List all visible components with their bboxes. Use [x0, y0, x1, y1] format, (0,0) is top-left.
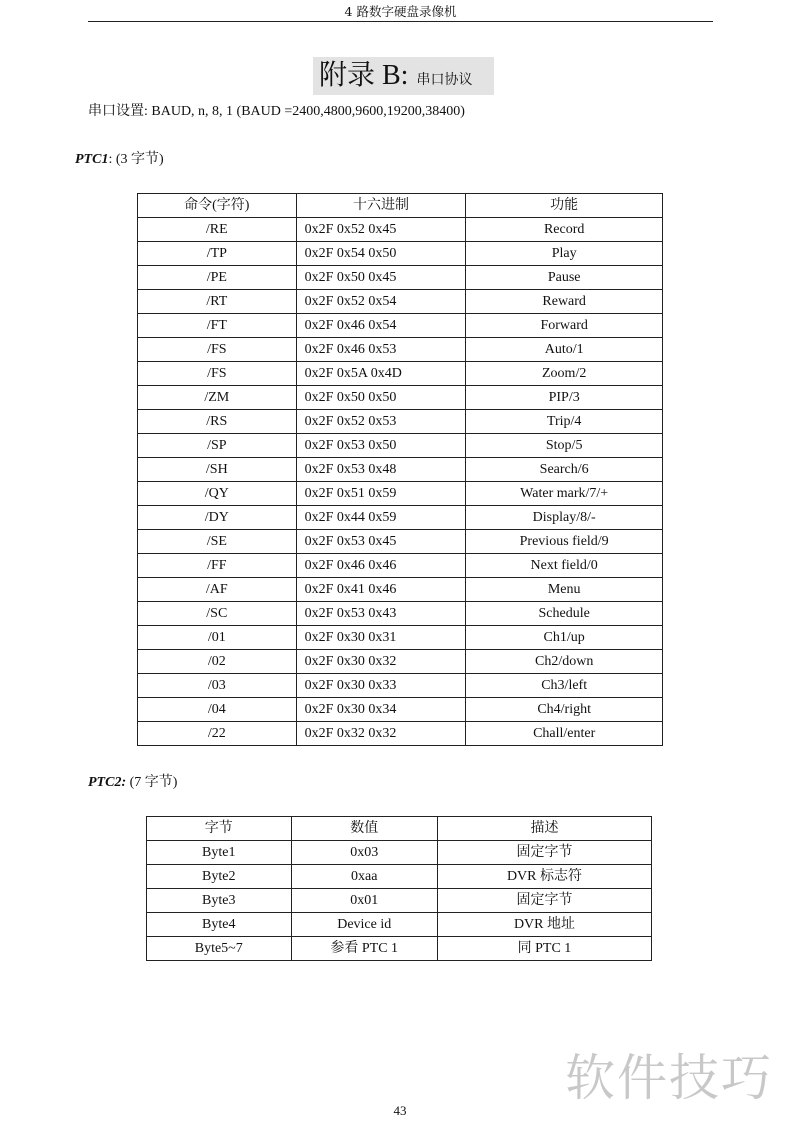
ptc2-table [146, 816, 652, 961]
ptc2-row [147, 841, 652, 865]
ptc1-cell: 0x2F 0x53 0x50 [296, 434, 466, 458]
ptc1-cell: /SC [138, 602, 297, 626]
ptc2-row [147, 889, 652, 913]
ptc1-cell: /QY [138, 482, 297, 506]
ptc1-cell: /SE [138, 530, 297, 554]
ptc1-cell: 0x2F 0x30 0x33 [296, 674, 466, 698]
ptc1-row [138, 290, 663, 314]
ptc1-cell: 0x2F 0x53 0x45 [296, 530, 466, 554]
ptc1-cell: 0x2F 0x51 0x59 [296, 482, 466, 506]
ptc1-row [138, 722, 663, 746]
ptc1-row [138, 626, 663, 650]
ptc2-cell: Byte4 [147, 913, 292, 937]
ptc1-row [138, 386, 663, 410]
ptc1-cell: Forward [466, 314, 663, 338]
ptc2-cell: Byte2 [147, 865, 292, 889]
ptc1-cell: Previous field/9 [466, 530, 663, 554]
ptc1-row [138, 314, 663, 338]
ptc1-col-function: 功能 [466, 194, 663, 218]
ptc1-cell: 0x2F 0x52 0x45 [296, 218, 466, 242]
ptc1-cell: Chall/enter [466, 722, 663, 746]
ptc1-row [138, 458, 663, 482]
ptc2-cell: 同 PTC 1 [437, 937, 651, 961]
ptc1-cell: 0x2F 0x30 0x34 [296, 698, 466, 722]
ptc2-row [147, 937, 652, 961]
appendix-title [313, 57, 494, 95]
ptc1-cell: 0x2F 0x54 0x50 [296, 242, 466, 266]
ptc1-suffix: : (3 字节) [108, 152, 164, 167]
ptc1-cell: 0x2F 0x44 0x59 [296, 506, 466, 530]
ptc1-cell: /RT [138, 290, 297, 314]
ptc1-row [138, 266, 663, 290]
ptc1-cell: 0x2F 0x30 0x31 [296, 626, 466, 650]
header-rule [88, 21, 713, 22]
ptc1-cell: 0x2F 0x30 0x32 [296, 650, 466, 674]
page-number: 43 [393, 1103, 407, 1118]
ptc1-cell: /SP [138, 434, 297, 458]
ptc2-label: PTC2: [88, 775, 127, 790]
ptc1-cell: Schedule [466, 602, 663, 626]
watermark: 软件技巧 [565, 1049, 773, 1107]
ptc2-cell: Byte5~7 [147, 937, 292, 961]
serial-settings: 串口设置: BAUD, n, 8, 1 (BAUD =2400,4800,9600,19200,38400) [88, 104, 465, 119]
ptc1-header-row [138, 194, 663, 218]
ptc2-header-row [147, 817, 652, 841]
ptc1-cell: /02 [138, 650, 297, 674]
ptc1-cell: 0x2F 0x41 0x46 [296, 578, 466, 602]
ptc1-cell: /AF [138, 578, 297, 602]
ptc2-suffix: (7 字节) [126, 775, 178, 790]
ptc1-cell: PIP/3 [466, 386, 663, 410]
ptc1-cell: 0x2F 0x5A 0x4D [296, 362, 466, 386]
ptc2-cell: Device id [291, 913, 437, 937]
ptc2-cell: 固定字节 [437, 889, 651, 913]
ptc1-cell: Reward [466, 290, 663, 314]
ptc1-cell: Record [466, 218, 663, 242]
ptc1-cell: Stop/5 [466, 434, 663, 458]
ptc1-cell: /ZM [138, 386, 297, 410]
appendix-title-sub: 串口协议 [416, 72, 473, 88]
ptc1-cell: Play [466, 242, 663, 266]
ptc1-cell: Water mark/7/+ [466, 482, 663, 506]
ptc1-cell: /01 [138, 626, 297, 650]
ptc1-cell: 0x2F 0x50 0x45 [296, 266, 466, 290]
ptc1-label: PTC1 [75, 152, 109, 167]
ptc1-cell: /04 [138, 698, 297, 722]
ptc2-cell: 固定字节 [437, 841, 651, 865]
ptc1-cell: Pause [466, 266, 663, 290]
ptc2-col-description: 描述 [437, 817, 651, 841]
ptc1-cell: 0x2F 0x50 0x50 [296, 386, 466, 410]
ptc1-row [138, 410, 663, 434]
ptc1-cell: /03 [138, 674, 297, 698]
running-header: 4 路数字硬盘录像机 [344, 4, 457, 19]
ptc1-cell: 0x2F 0x52 0x54 [296, 290, 466, 314]
ptc1-cell: /RS [138, 410, 297, 434]
ptc1-cell: /TP [138, 242, 297, 266]
ptc2-col-byte: 字节 [147, 817, 292, 841]
ptc2-cell: DVR 标志符 [437, 865, 651, 889]
ptc1-row [138, 554, 663, 578]
ptc2-cell: 参看 PTC 1 [291, 937, 437, 961]
ptc2-col-value: 数值 [291, 817, 437, 841]
ptc1-cell: Menu [466, 578, 663, 602]
ptc1-cell: /FF [138, 554, 297, 578]
ptc1-row [138, 242, 663, 266]
ptc1-row [138, 650, 663, 674]
ptc1-cell: 0x2F 0x52 0x53 [296, 410, 466, 434]
ptc1-cell: /RE [138, 218, 297, 242]
ptc1-cell: 0x2F 0x53 0x48 [296, 458, 466, 482]
ptc1-cell: Display/8/- [466, 506, 663, 530]
ptc1-row [138, 506, 663, 530]
ptc1-row [138, 338, 663, 362]
ptc1-cell: 0x2F 0x53 0x43 [296, 602, 466, 626]
ptc1-row [138, 482, 663, 506]
ptc2-cell: Byte1 [147, 841, 292, 865]
ptc2-cell: 0x03 [291, 841, 437, 865]
ptc1-cell: /PE [138, 266, 297, 290]
ptc1-heading [75, 150, 164, 170]
ptc1-row [138, 674, 663, 698]
ptc1-col-hex: 十六进制 [296, 194, 466, 218]
ptc2-cell: 0xaa [291, 865, 437, 889]
ptc1-row [138, 578, 663, 602]
ptc1-cell: 0x2F 0x46 0x53 [296, 338, 466, 362]
appendix-title-main: 附录 B: [319, 60, 409, 91]
ptc1-cell: Ch2/down [466, 650, 663, 674]
ptc2-cell: DVR 地址 [437, 913, 651, 937]
ptc1-cell: /FS [138, 338, 297, 362]
ptc1-cell: /SH [138, 458, 297, 482]
ptc2-row [147, 913, 652, 937]
ptc1-cell: Next field/0 [466, 554, 663, 578]
ptc2-row [147, 865, 652, 889]
ptc1-cell: 0x2F 0x46 0x54 [296, 314, 466, 338]
ptc2-cell: 0x01 [291, 889, 437, 913]
ptc1-cell: Auto/1 [466, 338, 663, 362]
ptc1-cell: /FT [138, 314, 297, 338]
ptc1-cell: Search/6 [466, 458, 663, 482]
ptc2-cell: Byte3 [147, 889, 292, 913]
ptc1-cell: Zoom/2 [466, 362, 663, 386]
ptc1-cell: /FS [138, 362, 297, 386]
ptc1-row [138, 434, 663, 458]
ptc1-cell: Ch1/up [466, 626, 663, 650]
ptc1-cell: Ch3/left [466, 674, 663, 698]
ptc1-cell: 0x2F 0x32 0x32 [296, 722, 466, 746]
ptc1-cell: /DY [138, 506, 297, 530]
ptc1-row [138, 698, 663, 722]
ptc2-heading [88, 773, 177, 793]
ptc1-cell: /22 [138, 722, 297, 746]
ptc1-cell: Ch4/right [466, 698, 663, 722]
ptc1-col-command: 命令(字符) [138, 194, 297, 218]
ptc1-table [137, 193, 663, 746]
ptc1-cell: Trip/4 [466, 410, 663, 434]
ptc1-cell: 0x2F 0x46 0x46 [296, 554, 466, 578]
ptc1-row [138, 602, 663, 626]
ptc1-row [138, 362, 663, 386]
ptc1-row [138, 218, 663, 242]
ptc1-row [138, 530, 663, 554]
